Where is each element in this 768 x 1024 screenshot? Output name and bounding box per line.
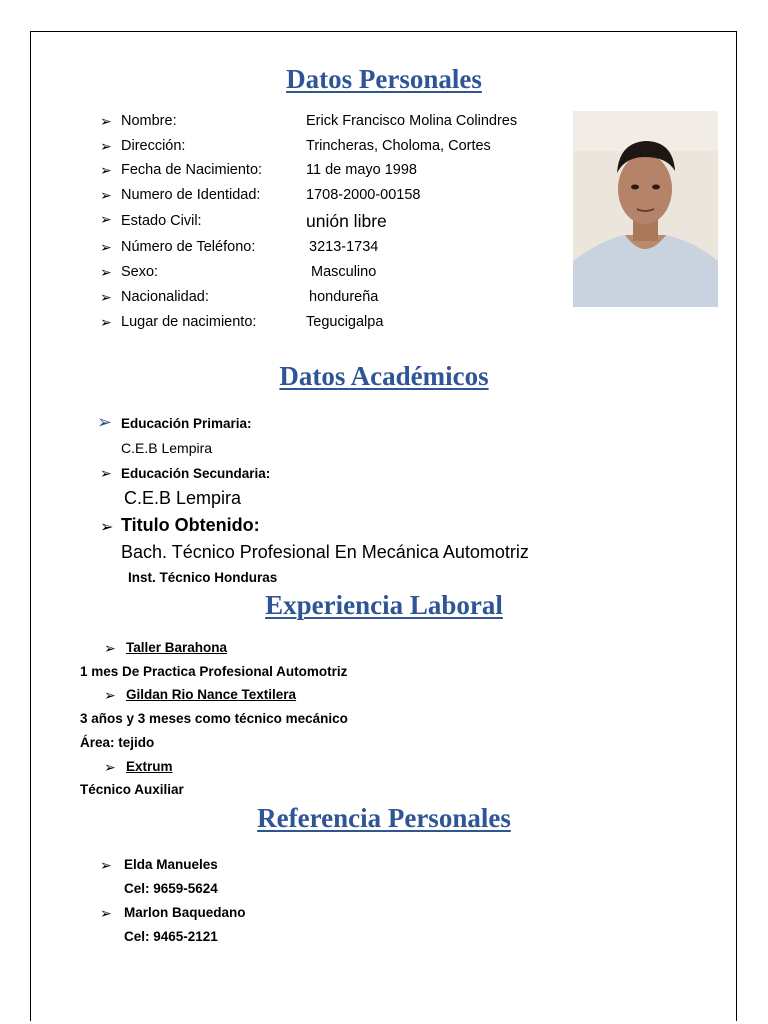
academic-heading: Datos Académicos xyxy=(279,361,489,391)
bullet-icon: ➢ xyxy=(100,519,114,536)
personal-heading: Datos Personales xyxy=(286,64,482,94)
bullet-icon: ➢ xyxy=(100,314,112,330)
field-value: Erick Francisco Molina Colindres xyxy=(306,113,518,129)
secondary-value: C.E.B Lempira xyxy=(124,488,242,508)
job3-name: Extrum xyxy=(126,759,173,774)
field-label: Numero de Identidad: xyxy=(121,187,261,203)
primary-label: Educación Primaria: xyxy=(121,416,252,431)
job2-desc: 3 años y 3 meses como técnico mecánico xyxy=(80,711,348,726)
bullet-icon: ➢ xyxy=(100,289,112,305)
job1-name: Taller Barahona xyxy=(126,640,228,655)
ref2-name: Marlon Baquedano xyxy=(124,905,246,920)
field-value: 3213-1734 xyxy=(309,239,379,255)
field-label: Lugar de nacimiento: xyxy=(121,314,257,330)
field-value: Tegucigalpa xyxy=(306,314,384,330)
field-label: Estado Civil: xyxy=(121,213,202,229)
ref2-phone: Cel: 9465-2121 xyxy=(124,929,218,944)
bullet-icon: ➢ xyxy=(100,162,112,178)
field-label: Fecha de Nacimiento: xyxy=(121,162,263,178)
bullet-icon: ➢ xyxy=(100,113,112,129)
bullet-icon: ➢ xyxy=(100,239,112,255)
field-label: Nombre: xyxy=(121,113,177,129)
bullet-icon: ➢ xyxy=(97,412,113,432)
profile-photo xyxy=(573,111,718,307)
secondary-label: Educación Secundaria: xyxy=(121,466,271,481)
bullet-icon: ➢ xyxy=(100,905,112,921)
field-value: 1708-2000-00158 xyxy=(306,187,421,203)
ref1-name: Elda Manueles xyxy=(124,857,218,872)
field-label: Dirección: xyxy=(121,138,186,154)
bullet-icon: ➢ xyxy=(100,465,112,481)
field-label: Sexo: xyxy=(121,264,159,280)
bullet-icon: ➢ xyxy=(100,264,112,280)
experience-heading: Experiencia Laboral xyxy=(265,590,503,620)
ref1-phone: Cel: 9659-5624 xyxy=(124,881,218,896)
bullet-icon: ➢ xyxy=(100,857,112,873)
title-label: Titulo Obtenido: xyxy=(121,515,260,535)
bullet-icon: ➢ xyxy=(100,138,112,154)
job2-area: Área: tejido xyxy=(80,735,155,750)
field-label: Nacionalidad: xyxy=(121,289,209,305)
job2-name: Gildan Rio Nance Textilera xyxy=(126,687,297,702)
field-value: unión libre xyxy=(306,211,387,231)
institute: Inst. Técnico Honduras xyxy=(128,570,278,585)
job3-desc: Técnico Auxiliar xyxy=(80,782,184,797)
references-heading: Referencia Personales xyxy=(257,803,511,833)
bullet-icon: ➢ xyxy=(100,211,112,227)
job1-desc: 1 mes De Practica Profesional Automotriz xyxy=(80,664,348,679)
bullet-icon: ➢ xyxy=(104,687,116,703)
field-value: Masculino xyxy=(311,264,377,280)
bullet-icon: ➢ xyxy=(104,640,116,656)
field-value: Trincheras, Choloma, Cortes xyxy=(306,138,491,154)
field-value: 11 de mayo 1998 xyxy=(306,162,417,178)
primary-value: C.E.B Lempira xyxy=(121,440,213,456)
bullet-icon: ➢ xyxy=(100,187,112,203)
title-value: Bach. Técnico Profesional En Mecánica Automotriz xyxy=(121,542,529,562)
field-label: Número de Teléfono: xyxy=(121,239,256,255)
bullet-icon: ➢ xyxy=(104,759,116,775)
field-value: hondureña xyxy=(309,289,379,305)
